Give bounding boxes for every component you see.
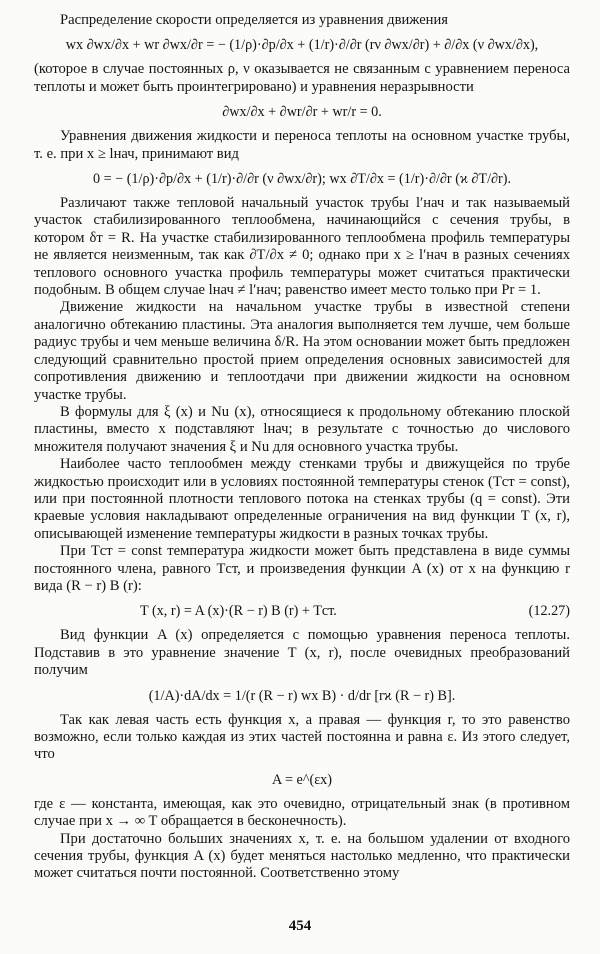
- paragraph: Наиболее часто теплообмен между стенками трубы и движущейся по трубе жидкостью происходит или в условиях постоянной температуры стенок (Tст = const), или при постоянной плотности теплового потока на стенках трубы (q = const). Эти краевые условия накладывают определенные ограничения на вид функции T (x, r), описывающей изменение температуры жидкости в разных точках трубы.: [34, 456, 570, 542]
- paragraph: В формулы для ξ (x) и Nu (x), относящиеся к продольному обтеканию плоской пластины, вместо x подставляют lнач; в результате с точностью до числового множителя получают значения ξ и Nu для основного участка трубы.: [34, 403, 570, 455]
- paragraph: При Tст = const температура жидкости может быть представлена в виде суммы постоянного члена, равного Tст, и произведения функции A (x) от x на функцию r вида (R − r) B (r):: [34, 543, 570, 594]
- paragraph: Уравнения движения жидкости и переноса теплоты на основном участке трубы, т. е. при x ≥ lнач, принимают вид: [34, 128, 570, 162]
- equation-separation: (1/A)·dA/dx = 1/(r (R − r) wx B) · d/dr [rϰ (R − r) B].: [148, 687, 456, 704]
- equation-exponential: A = e^(εx): [271, 771, 332, 788]
- equation-number: (12.27): [528, 603, 570, 620]
- equation-continuity: ∂wx/∂x + ∂wr/∂r + wr/r = 0.: [222, 104, 382, 121]
- equation-main-section: 0 = − (1/ρ)·∂p/∂x + (1/r)·∂/∂r (ν ∂wx/∂r); wx ∂T/∂x = (1/r)·∂/∂r (ϰ ∂T/∂r).: [92, 171, 512, 188]
- paragraph: Различают также тепловой начальный участок трубы l′нач и так называемый участок стабилизированного теплообмена, начинающийся с сечения трубы, в котором δт = R. На участке стабилизированного теплообмена профиль температуры не является неизменным, так как ∂T/∂x ≠ 0; однако при x ≥ l′нач в разных сечениях теплового основного участка профиль температуры может считаться практически подобным. В общем случае lнач ≠ l′нач; равенство имеет место только при Pr = 1.: [34, 195, 570, 299]
- paragraph: Движение жидкости на начальном участке трубы в известной степени аналогично обтеканию пластины. Эта аналогия выполняется тем лучше, чем больше радиус трубы и чем меньше величина δ/R. На этом основании может быть предложен следующий сравнительно простой прием определения основных зависимостей для сопротивления движению и теплоотдачи при движении жидкости на основном участке трубы.: [34, 299, 570, 403]
- paragraph: Вид функции A (x) определяется с помощью уравнения переноса теплоты. Подставив в это уравнение значение T (x, r), после очевидных преобразований получим: [34, 627, 570, 679]
- equation-temperature: T (x, r) = A (x)·(R − r) B (r) + Tст.: [140, 603, 337, 620]
- paragraph: Так как левая часть есть функция x, а правая — функция r, то это равенство возможно, если только каждая из этих частей постоянна и равна ε. Из этого следует, что: [34, 711, 570, 763]
- paragraph: (которое в случае постоянных ρ, ν оказывается не связанным с уравнением переноса теплоты и может быть проинтегрировано) и уравнения неразрывности: [34, 61, 570, 95]
- page-number: 454: [288, 918, 312, 934]
- paragraph: При достаточно больших значениях x, т. е. на большом удалении от входного сечения трубы, функция A (x) будет меняться настолько медленно, что практически может считаться почти постоянной. Соответственно этому: [34, 830, 570, 882]
- page-body: [34, 12, 570, 883]
- paragraph: Распределение скорости определяется из уравнения движения: [60, 12, 449, 28]
- equation-motion: wx ∂wx/∂x + wr ∂wx/∂r = − (1/ρ)·∂p/∂x + (1/r)·∂/∂r (rν ∂wx/∂r) + ∂/∂x (ν ∂wx/∂x),: [65, 37, 539, 54]
- paragraph: где ε — константа, имеющая, как это очевидно, отрицательный знак (в противном случае при x → ∞ T обращается в бесконечность).: [34, 795, 570, 830]
- equation-12-27-row: [34, 601, 570, 621]
